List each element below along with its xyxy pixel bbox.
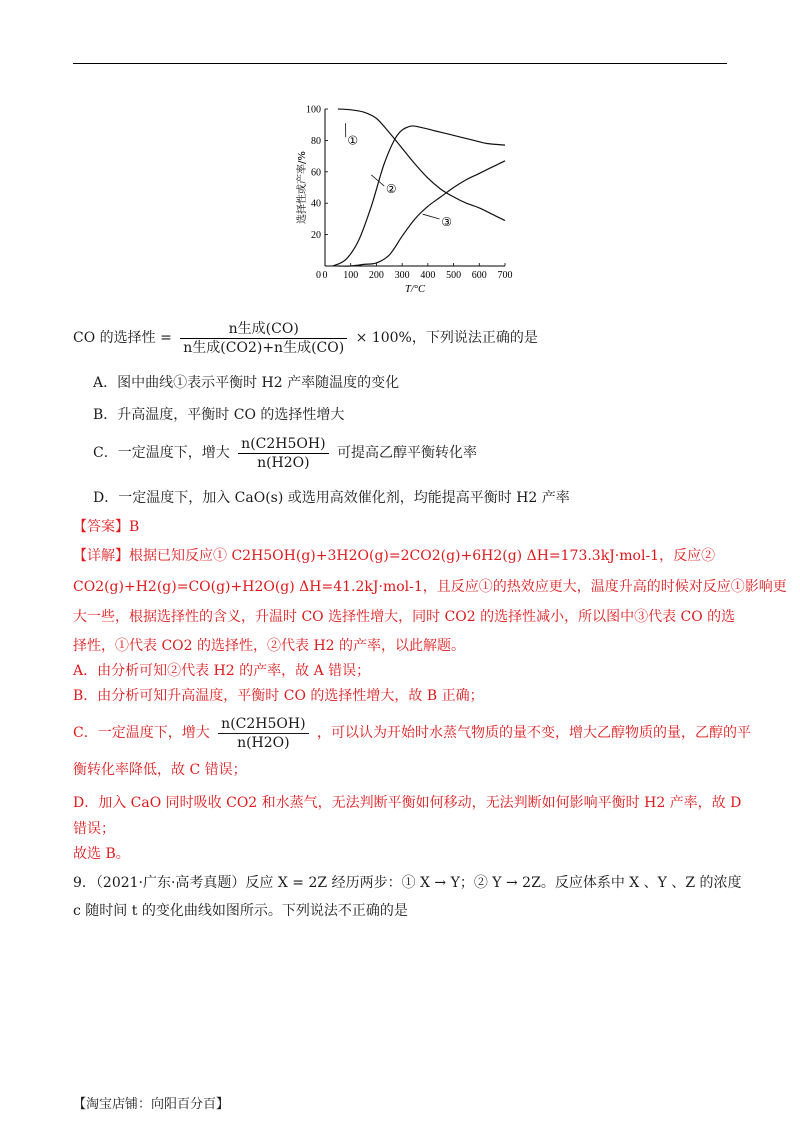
- y-tick-label: 20: [311, 230, 321, 242]
- option-c-numerator: n(C2H5OH): [238, 435, 328, 454]
- series-label-2: ②: [385, 182, 397, 197]
- detail-line-1: 【详解】根据已知反应① C2H5OH(g)+3H2O(g)=2CO2(g)+6H2(g) ΔH=173.3kJ·mol-1，反应②: [73, 548, 716, 564]
- question-9-line-1: 9．（2021·广东·高考真题）反应 X = 2Z 经历两步：① X → Y；② Y → 2Z。反应体系中 X 、Y 、Z 的浓度: [73, 875, 742, 891]
- x-tick-label: 600: [471, 270, 487, 281]
- footer-shop: 【淘宝店铺：向阳百分百】: [73, 1097, 230, 1112]
- selectivity-formula: [73, 318, 538, 358]
- top-rule: [73, 63, 727, 64]
- detail-c: [73, 713, 751, 753]
- option-c: [93, 433, 477, 473]
- x-tick-label: 500: [446, 270, 462, 281]
- x-tick-label: 200: [368, 270, 384, 281]
- option-c-denominator: n(H2O): [257, 454, 310, 471]
- option-b: B．升高温度，平衡时 CO 的选择性增大: [93, 407, 345, 423]
- x-tick-label: 300: [394, 270, 410, 281]
- question-9-line-2: c 随时间 t 的变化曲线如图所示。下列说法不正确的是: [73, 903, 408, 919]
- x-tick-label: 700: [497, 270, 513, 281]
- series-line-2: [333, 126, 505, 266]
- detail-c-fraction: [218, 715, 308, 752]
- x-tick-label: 100: [343, 270, 359, 281]
- y-tick-label: 80: [311, 135, 321, 147]
- formula-denominator: n生成(CO2)+n生成(CO): [183, 339, 345, 356]
- detail-c-suffix: ，可以认为开始时水蒸气物质的量不变，增大乙醇物质的量，乙醇的平: [317, 725, 751, 741]
- y-tick-label: 40: [311, 198, 321, 210]
- x-axis-label: T/°C: [405, 284, 425, 295]
- option-d: D．一定温度下，加入 CaO(s) 或选用高效催化剂，均能提高平衡时 H2 产率: [93, 490, 570, 506]
- detail-line-4: 择性，①代表 CO2 的选择性，②代表 H2 的产率，以此解题。: [73, 638, 466, 654]
- detail-c-numerator: n(C2H5OH): [218, 715, 308, 734]
- series-label-1: ①: [347, 133, 359, 148]
- detail-line-2: CO2(g)+H2(g)=CO(g)+H2O(g) ΔH=41.2kJ·mol-1，且反应①的热效应更大，温度升高的时候对反应①影响更: [73, 579, 787, 595]
- formula-numerator: n生成(CO): [180, 320, 347, 339]
- formula-fraction: [180, 320, 347, 357]
- detail-c-prefix: C．一定温度下，增大: [73, 725, 210, 741]
- detail-d-line-1: D．加入 CaO 同时吸收 CO2 和水蒸气，无法判断平衡如何移动，无法判断如何影响平衡时 H2 产率，故 D: [73, 795, 742, 811]
- option-c-fraction: [238, 435, 328, 472]
- detail-c-denominator: n(H2O): [237, 734, 290, 751]
- series-label-3: ③: [441, 215, 452, 230]
- series-line-1: [338, 109, 505, 221]
- formula-prefix: CO 的选择性 =: [73, 330, 172, 346]
- series-line-3: [338, 161, 505, 266]
- series-leader-3: [423, 214, 440, 219]
- detail-line-3: 大一些，根据选择性的含义，升温时 CO 选择性增大，同时 CO2 的选择性减小，所以图中③代表 CO 的选: [73, 609, 736, 625]
- detail-b: B．由分析可知升高温度，平衡时 CO 的选择性增大，故 B 正确；: [73, 688, 484, 704]
- y-axis-label: 选择性或产率/%: [297, 151, 308, 224]
- selectivity-chart: [290, 96, 520, 301]
- option-c-prefix: C．一定温度下，增大: [93, 445, 230, 461]
- y-tick-label: 100: [306, 104, 321, 116]
- formula-suffix: × 100%，下列说法正确的是: [355, 330, 538, 346]
- detail-d-line-2: 错误；: [73, 821, 115, 837]
- option-c-suffix: 可提高乙醇平衡转化率: [337, 445, 477, 461]
- x-tick-label: 0: [322, 270, 328, 281]
- detail-a: A．由分析可知②代表 H2 的产率，故 A 错误；: [73, 663, 371, 679]
- y-tick-label: 60: [311, 167, 321, 179]
- option-a: A．图中曲线①表示平衡时 H2 产率随温度的变化: [93, 375, 400, 391]
- detail-conclusion: 故选 B。: [73, 846, 130, 862]
- detail-c-line-2: 衡转化率降低，故 C 错误；: [73, 762, 247, 778]
- origin-label: 0: [316, 270, 321, 281]
- answer: 【答案】B: [73, 519, 140, 535]
- x-tick-label: 400: [420, 270, 436, 281]
